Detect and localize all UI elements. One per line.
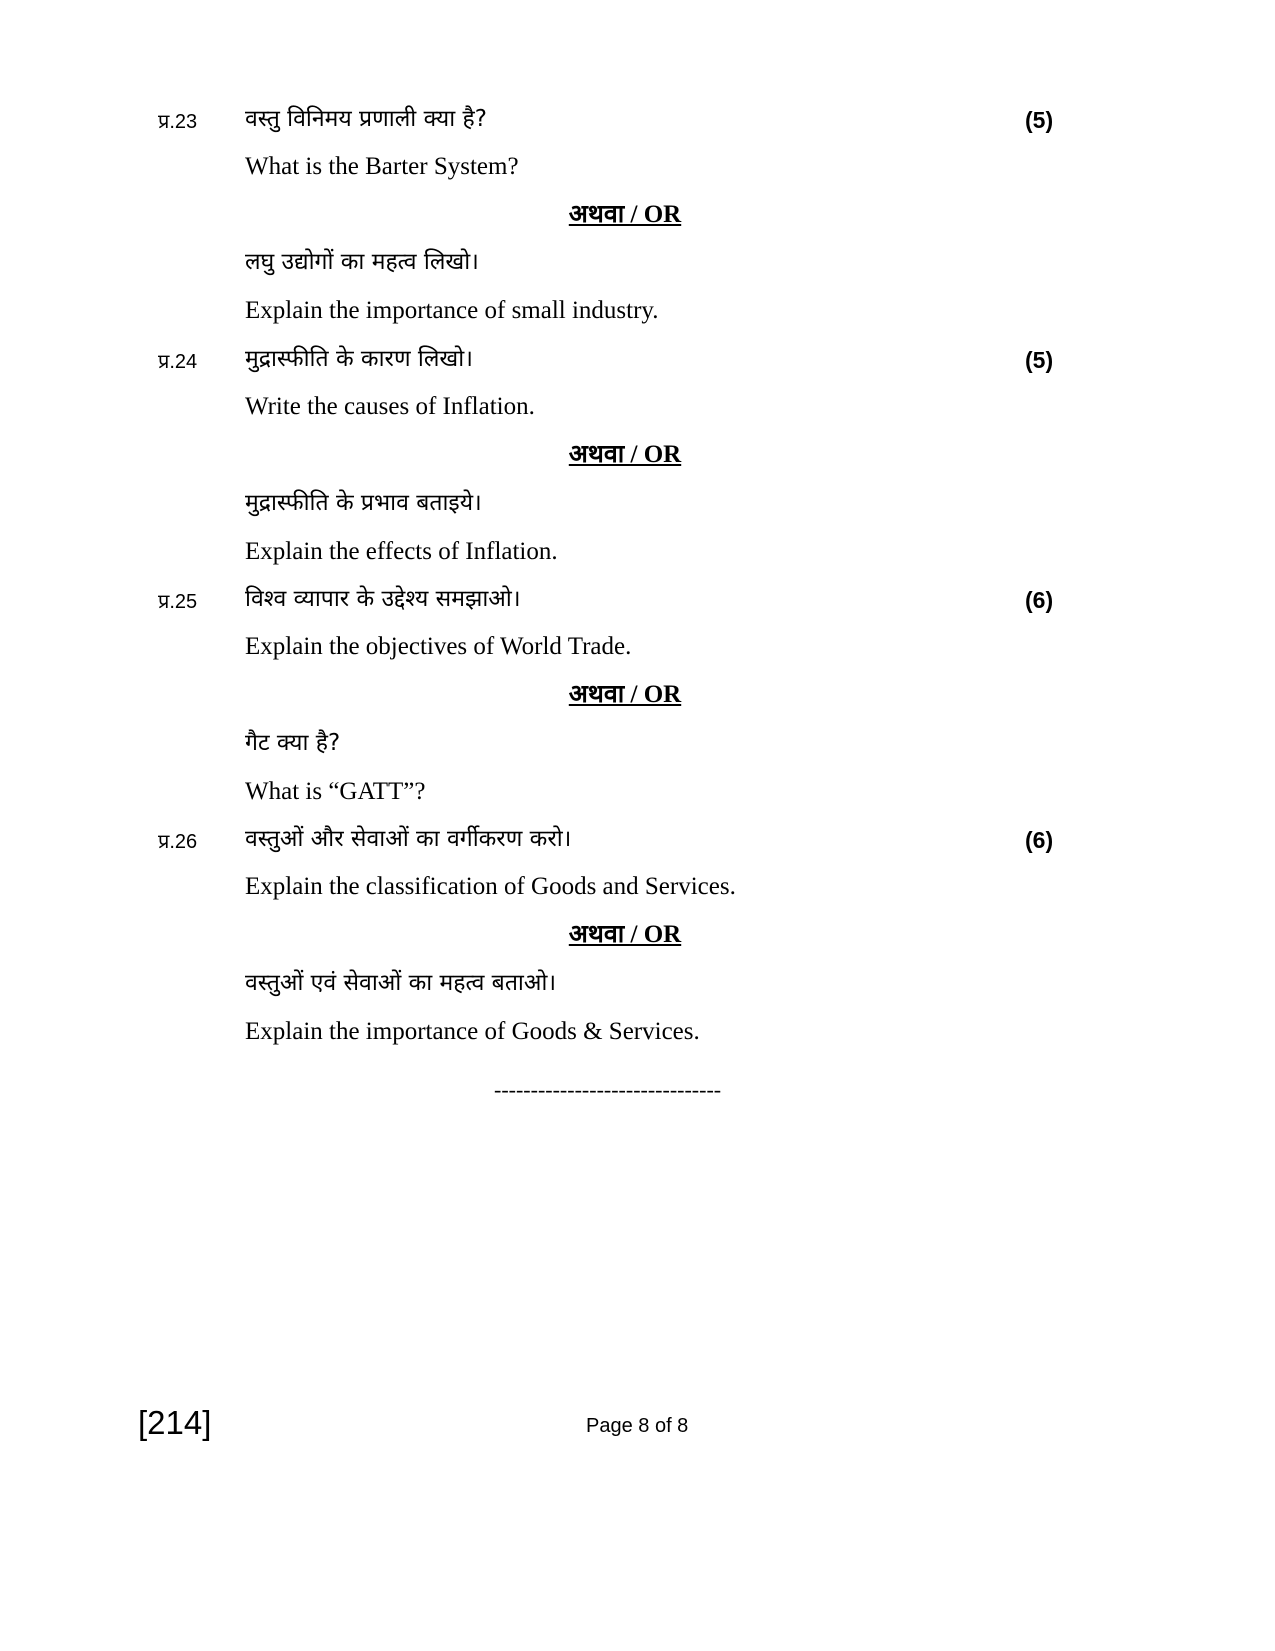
question-marks: (6) — [1025, 587, 1054, 613]
question-25-alt-hindi-line — [0, 724, 1275, 764]
question-26-english-line — [0, 868, 1275, 908]
question-text-hindi: वस्तुओं और सेवाओं का वर्गीकरण करो। — [245, 826, 572, 852]
question-26-hindi-line — [0, 820, 1275, 860]
alt-question-text-english: Explain the effects of Inflation. — [245, 538, 558, 565]
or-label: अथवा / OR — [568, 681, 682, 708]
question-number: प्र.24 — [158, 351, 198, 373]
question-23-english-line — [0, 148, 1275, 188]
question-text-hindi: मुद्रास्फीति के कारण लिखो। — [245, 346, 473, 372]
question-26-alt-hindi-line — [0, 964, 1275, 1004]
question-24-english-line — [0, 388, 1275, 428]
question-text-english: Explain the objectives of World Trade. — [245, 633, 632, 660]
alt-question-text-hindi: गैट क्या है? — [245, 730, 341, 756]
question-25-hindi-line — [0, 580, 1275, 620]
question-25-english-line — [0, 628, 1275, 668]
question-23-alt-english-line — [0, 292, 1275, 332]
question-23-alt-hindi-line — [0, 243, 1275, 283]
question-26-alt-english-line — [0, 1013, 1275, 1053]
or-divider — [0, 916, 1275, 956]
question-text-hindi: वस्तु विनिमय प्रणाली क्या है? — [245, 106, 487, 132]
question-text-hindi: विश्व व्यापार के उद्देश्य समझाओ। — [245, 586, 521, 612]
or-divider — [0, 436, 1275, 476]
or-divider — [0, 676, 1275, 716]
question-number: प्र.23 — [158, 111, 198, 133]
question-24-hindi-line — [0, 340, 1275, 380]
alt-question-text-hindi: वस्तुओं एवं सेवाओं का महत्व बताओ। — [245, 970, 557, 996]
question-25-alt-english-line — [0, 773, 1275, 813]
paper-code: [214] — [138, 1404, 212, 1441]
alt-question-text-english: What is “GATT”? — [245, 778, 426, 805]
end-separator: ------------------------------- — [494, 1077, 722, 1102]
alt-question-text-english: Explain the importance of Goods & Services. — [245, 1018, 700, 1045]
question-text-english: What is the Barter System? — [245, 153, 519, 180]
or-label: अथवा / OR — [568, 441, 682, 468]
question-number: प्र.26 — [158, 831, 198, 853]
question-24-alt-hindi-line — [0, 484, 1275, 524]
or-divider — [0, 196, 1275, 236]
alt-question-text-hindi: लघु उद्योगों का महत्व लिखो। — [245, 249, 479, 275]
question-24-alt-english-line — [0, 533, 1275, 573]
alt-question-text-hindi: मुद्रास्फीति के प्रभाव बताइये। — [245, 490, 482, 516]
question-number: प्र.25 — [158, 591, 198, 613]
or-label: अथवा / OR — [568, 201, 682, 228]
question-marks: (6) — [1025, 827, 1054, 853]
question-text-english: Explain the classification of Goods and Services. — [245, 873, 736, 900]
question-text-english: Write the causes of Inflation. — [245, 393, 535, 420]
question-marks: (5) — [1025, 107, 1054, 133]
alt-question-text-english: Explain the importance of small industry. — [245, 297, 659, 324]
question-23-hindi-line — [0, 100, 1275, 140]
question-marks: (5) — [1025, 347, 1054, 373]
page-number: Page 8 of 8 — [586, 1415, 689, 1437]
or-label: अथवा / OR — [568, 921, 682, 948]
